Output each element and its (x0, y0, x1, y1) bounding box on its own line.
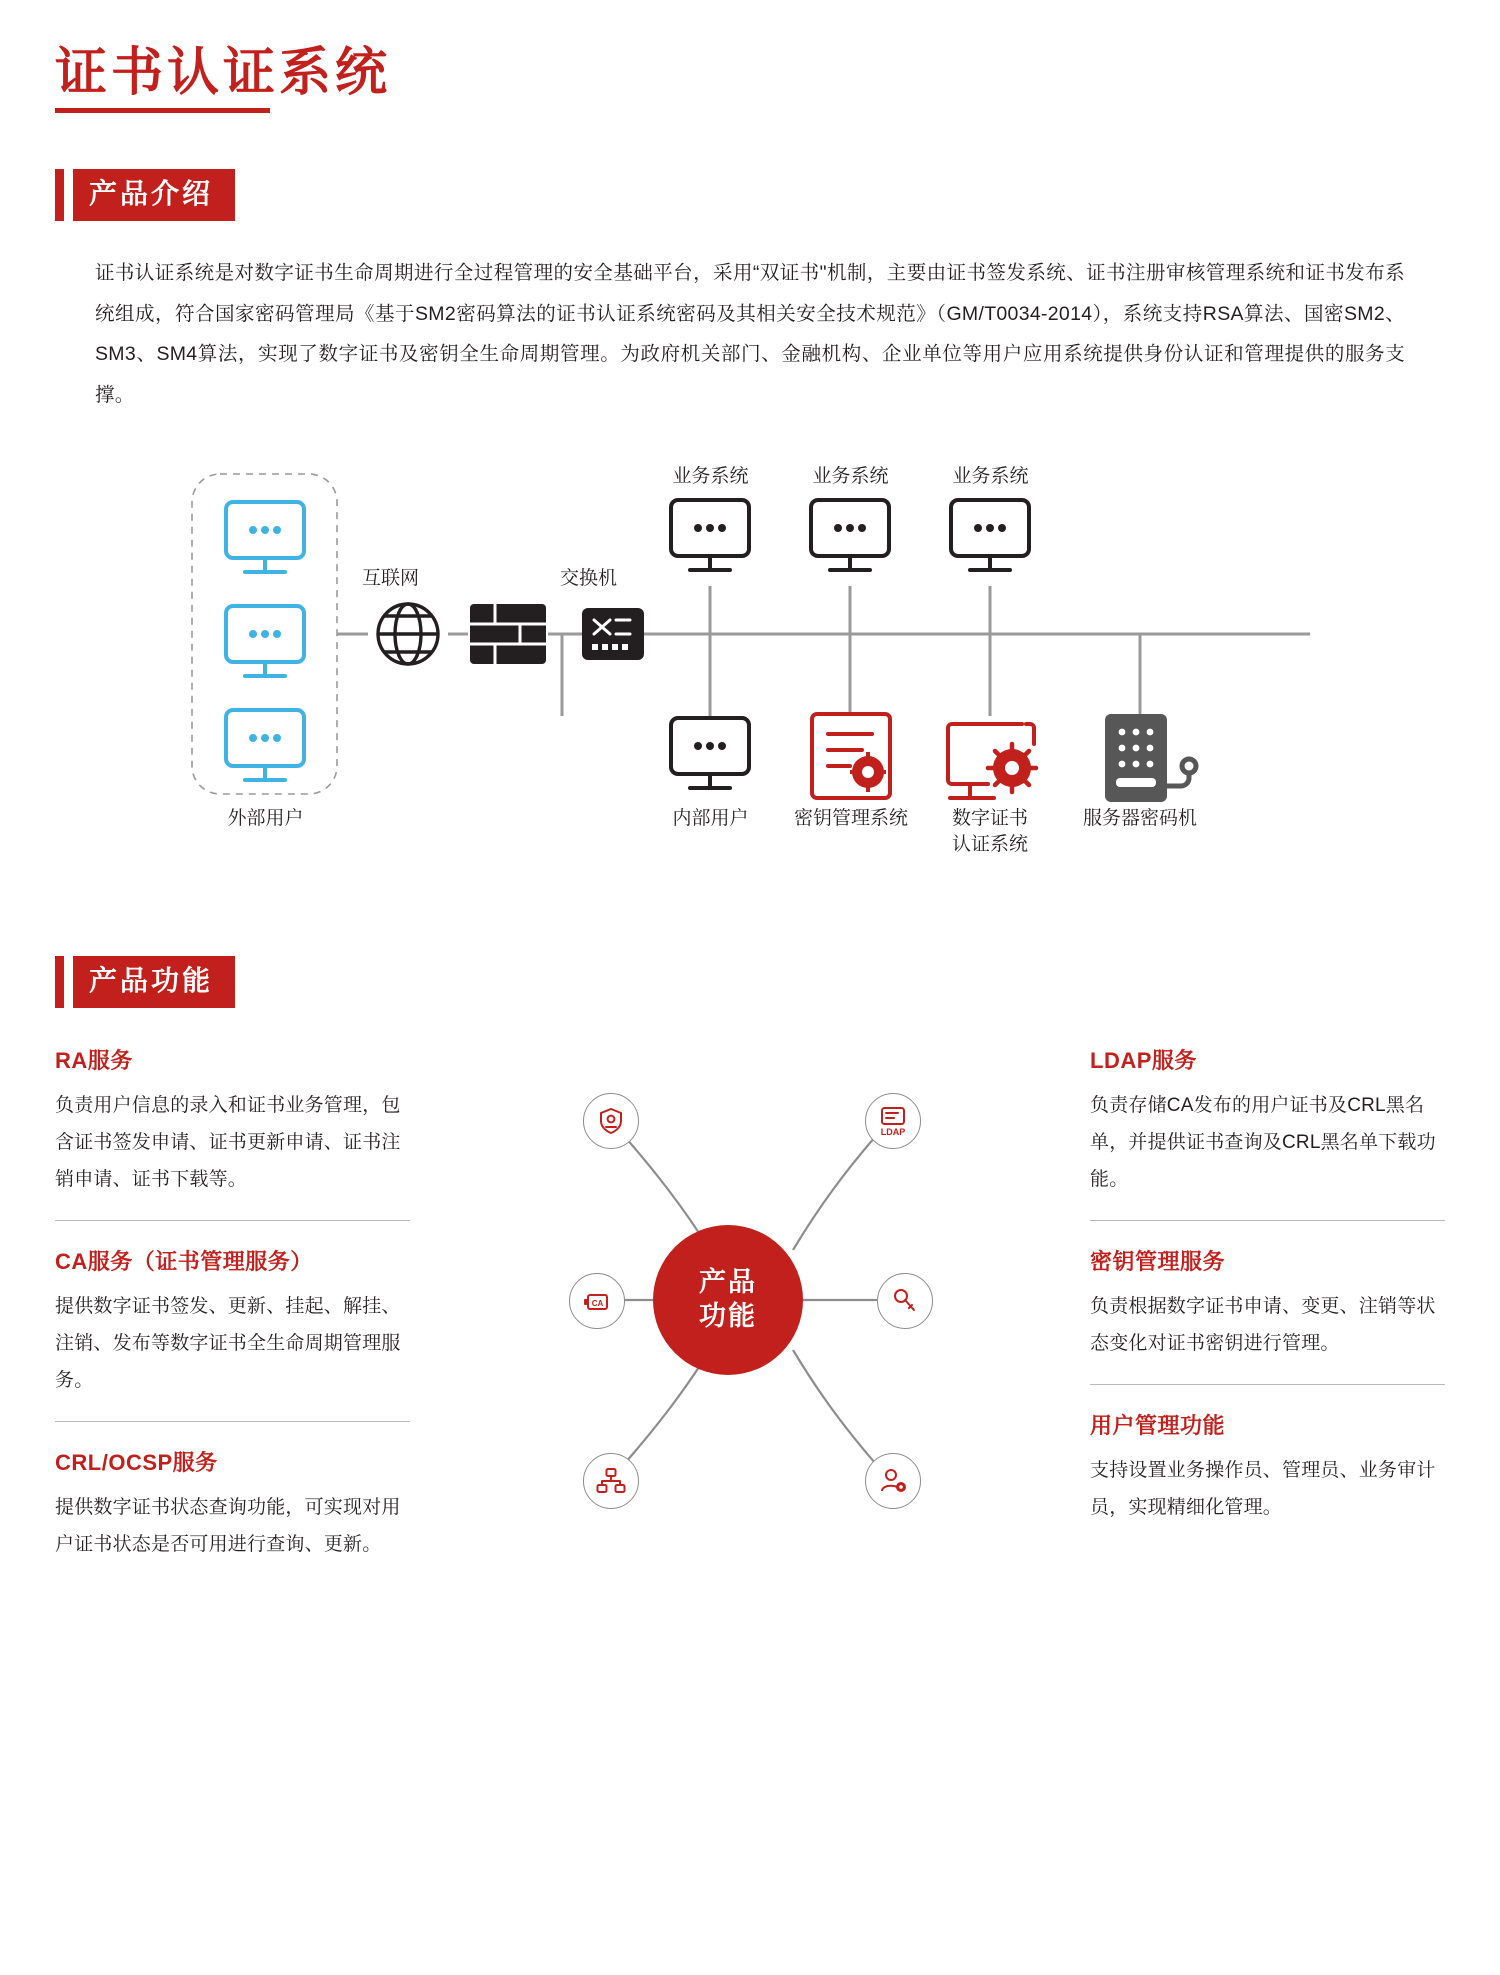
diagram-label-ca-system (935, 806, 1045, 857)
function-title-ldap: LDAP服务 (1090, 1047, 1197, 1073)
page-title: 证书认证系统 (55, 44, 392, 102)
shield-check-icon[interactable] (583, 1093, 639, 1149)
user-settings-glyph (878, 1466, 908, 1496)
ldap-icon[interactable] (865, 1093, 921, 1149)
svg-text:CA: CA (591, 1298, 604, 1308)
function-desc-user-management: 支持设置业务操作员、管理员、业务审计员，实现精细化管理。 (1090, 1459, 1436, 1518)
ca-usb-glyph (582, 1286, 612, 1316)
section-accent-bar (55, 169, 64, 220)
function-item-ca (55, 1220, 410, 1421)
key-icon[interactable] (877, 1273, 933, 1329)
section-heading-functions-label: 产品功能 (73, 956, 235, 1007)
function-item-key-management (1090, 1220, 1445, 1384)
function-title-crl-ocsp: CRL/OCSP服务 (55, 1449, 218, 1475)
function-item-crl-ocsp (55, 1421, 410, 1585)
diagram-label-hsm: 服务器密码机 (1082, 808, 1197, 830)
function-desc-ra: 负责用户信息的录入和证书业务管理，包含证书签发申请、证书更新申请、证书注销申请、证书下载等。 (55, 1094, 401, 1190)
title-underline (55, 108, 270, 113)
diagram-label-internal-users: 内部用户 (672, 808, 749, 830)
diagram-label-ca-system-line2: 认证系统 (951, 833, 1028, 855)
diagram-label-key-management: 密钥管理系统 (793, 808, 908, 830)
crl-network-glyph (596, 1466, 626, 1496)
architecture-diagram (55, 466, 1445, 896)
key-glyph (890, 1286, 920, 1316)
section-heading-functions (55, 956, 1445, 1007)
hub-center-line1: 产品 (699, 1266, 757, 1297)
diagram-label-ca-system-line1: 数字证书 (951, 808, 1028, 830)
crl-network-icon[interactable] (583, 1453, 639, 1509)
user-settings-icon[interactable] (865, 1453, 921, 1509)
diagram-label-business-3: 业务系统 (952, 466, 1029, 488)
diagram-label-internet: 互联网 (362, 568, 420, 590)
diagram-canvas (150, 466, 1350, 896)
diagram-label-switch: 交换机 (560, 568, 618, 590)
function-desc-ldap: 负责存储CA发布的用户证书及CRL黑名单，并提供证书查询及CRL黑名单下载功能。 (1090, 1094, 1436, 1190)
function-desc-key-management: 负责根据数字证书申请、变更、注销等状态变化对证书密钥进行管理。 (1090, 1295, 1436, 1354)
hub-center-line2: 功能 (699, 1300, 757, 1331)
section-heading-intro (55, 169, 1445, 220)
diagram-label-external-users: 外部用户 (227, 808, 304, 830)
diagram-label-business-2: 业务系统 (812, 466, 889, 488)
svg-text:LDAP: LDAP (880, 1126, 906, 1137)
intro-paragraph: 证书认证系统是对数字证书生命周期进行全过程管理的安全基础平台，采用“双证书"机制，主要由证书签发系统、证书注册审核管理系统和证书发布系统组成，符合国家密码管理局《基于SM2密码算法的证书认证系统密码及其相关安全技术规范》（GM/T0034-2014），系统支持RSA算法、国密SM2、SM3、SM4算法，实现了数字证书及密钥全生命周期管理。为政府机关部门、金融机构、企业单位等用户应用系统提供身份认证和管理提供的服务支撑。 (95, 261, 1405, 407)
function-item-user-management (1090, 1384, 1445, 1548)
function-title-user-management: 用户管理功能 (1090, 1412, 1226, 1438)
functions-left-column (55, 1040, 410, 1585)
functions-layout (55, 1040, 1445, 1585)
section-accent-bar (55, 956, 64, 1007)
hub-center (653, 1225, 803, 1375)
functions-right-column (1090, 1040, 1445, 1548)
ca-usb-icon[interactable] (569, 1273, 625, 1329)
shield-check-glyph (596, 1106, 626, 1136)
ldap-glyph (876, 1105, 910, 1137)
function-desc-ca: 提供数字证书签发、更新、挂起、解挂、注销、发布等数字证书全生命周期管理服务。 (55, 1295, 401, 1391)
function-hub-graphic (535, 1050, 965, 1550)
function-title-ca: CA服务（证书管理服务） (55, 1248, 313, 1274)
function-desc-crl-ocsp: 提供数字证书状态查询功能，可实现对用户证书状态是否可用进行查询、更新。 (55, 1496, 401, 1555)
diagram-label-business-1: 业务系统 (672, 466, 749, 488)
section-heading-intro-label: 产品介绍 (73, 169, 235, 220)
function-title-key-management: 密钥管理服务 (1090, 1248, 1226, 1274)
function-item-ra (55, 1044, 410, 1220)
function-title-ra: RA服务 (55, 1047, 133, 1073)
function-item-ldap (1090, 1044, 1445, 1220)
